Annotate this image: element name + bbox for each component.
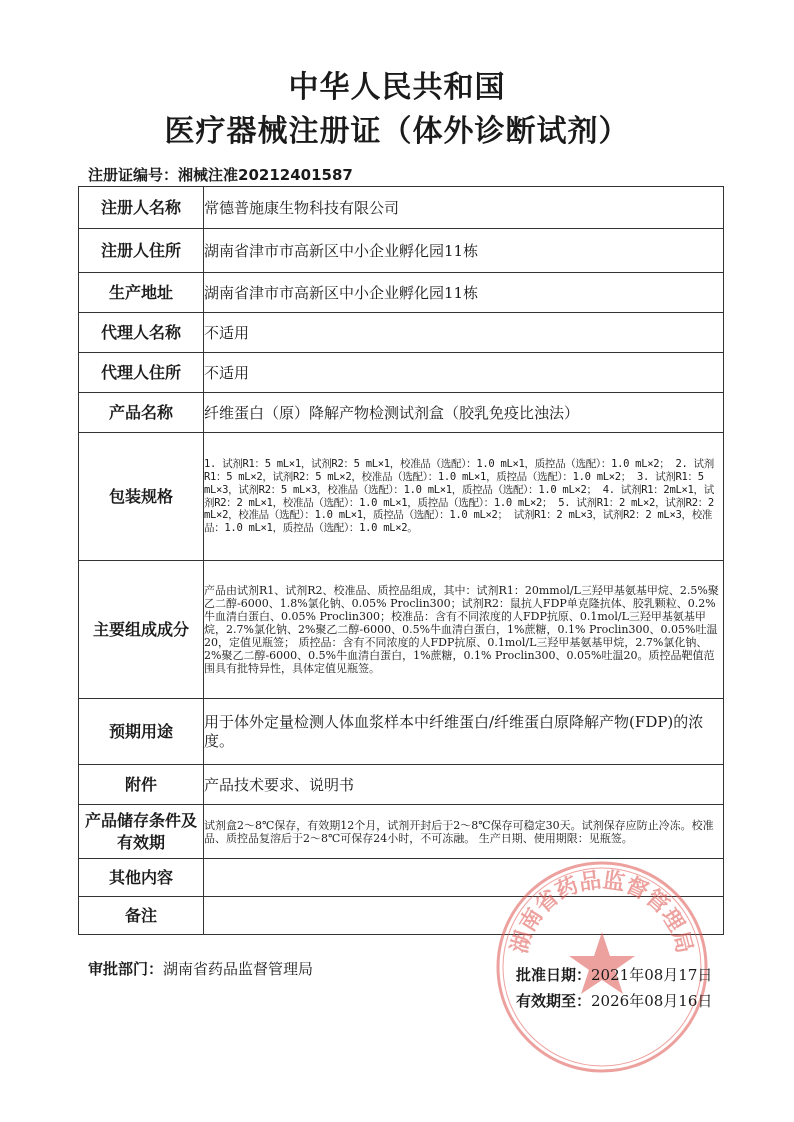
row-label: 代理人住所 <box>79 353 204 393</box>
valid-until-label: 有效期至： <box>516 992 592 1010</box>
row-label: 包装规格 <box>79 433 204 561</box>
row-value: 试剂盒2～8℃保存，有效期12个月，试剂开封后于2～8℃保存可稳定30天。试剂保存应防止冷冻。校准品、质控品复溶后于2～8℃可保存24小时，不可冻融。 生产日期、使用期限：见瓶签。 <box>204 805 724 859</box>
row-value: 产品技术要求、说明书 <box>204 765 724 805</box>
row-label: 代理人名称 <box>79 313 204 353</box>
row-value: 不适用 <box>204 353 724 393</box>
row-value: 1. 试剂R1：5 mL×1，试剂R2：5 mL×1，校准品（选配）：1.0 mL×1，质控品（选配）：1.0 mL×2； 2. 试剂R1：5 mL×2，试剂R2：5 mL×2，校准品（选配）：1.0 mL×1，质控品（选配）：1.0 mL×2； 3. 试剂R1：5 mL×3，试剂R2：5 mL×3，校准品（选配）：1.0 mL×1，质控品（选配）：1.0 mL×2； 4. 试剂R1：2mL×1，试剂R2：2 mL×1，校准品（选配）：1.0 mL×1，质控品（选配）：1.0 mL×2； 5. 试剂R1：2 mL×2，试剂R2：2 mL×2，校准品（选配）：1.0 mL×1，质控品（选配）：1.0 mL×2； 试剂R1：2 mL×3，试剂R2：2 mL×3，校准品：1.0 mL×1，质控品（选配）：1.0 mL×2。 <box>204 433 724 561</box>
approval-department <box>88 958 313 979</box>
title-line-1: 中华人民共和国 <box>288 70 506 105</box>
row-label: 主要组成成分 <box>79 561 204 699</box>
approval-date <box>516 964 712 985</box>
approval-date-label: 批准日期： <box>516 966 592 984</box>
registration-number-value: 湘械注准20212401587 <box>178 166 353 184</box>
row-label: 产品名称 <box>79 393 204 433</box>
row-label: 注册人名称 <box>79 187 204 229</box>
approval-date-value: 2021年08月17日 <box>591 966 713 984</box>
row-label: 预期用途 <box>79 699 204 765</box>
row-label: 备注 <box>79 897 204 935</box>
table-row <box>79 353 724 393</box>
certificate-table <box>78 186 724 935</box>
valid-until-value: 2026年08月16日 <box>591 992 713 1010</box>
approval-department-value: 湖南省药品监督管理局 <box>163 960 314 978</box>
row-value: 湖南省津市市高新区中小企业孵化园11栋 <box>204 273 724 313</box>
title-line-2: 医疗器械注册证（体外诊断试剂） <box>164 114 630 149</box>
row-label: 注册人住所 <box>79 229 204 273</box>
table-row <box>79 187 724 229</box>
table-row <box>79 805 724 859</box>
table-row <box>79 393 724 433</box>
table-row <box>79 313 724 353</box>
row-label: 其他内容 <box>79 859 204 897</box>
seal-text: 湖南省药品监督管理局 <box>507 868 697 957</box>
registration-number <box>88 164 353 185</box>
valid-until-date <box>516 990 712 1011</box>
row-value: 产品由试剂R1、试剂R2、校准品、质控品组成，其中：试剂R1：20mmol/L三羟甲基氨基甲烷、2.5%聚乙二醇-6000、1.8%氯化钠、0.05% Proclin300；试剂R2：鼠抗人FDP单克隆抗体、胶乳颗粒、0.2%牛血清白蛋白、0.05% Proclin300；校准品：含有不同浓度的人FDP抗原、0.1mol/L三羟甲基氨基甲烷，2.7%氯化钠、2%聚乙二醇-6000、0.5%牛血清白蛋白，1%蔗糖，0.1% Proclin300、0.05%吐温20，定值见瓶签； 质控品：含有不同浓度的人FDP抗原、0.1mol/L三羟甲基氨基甲烷，2.7%氯化钠、2%聚乙二醇-6000、0.5%牛血清白蛋白，1%蔗糖，0.1% Proclin300、0.05%吐温20。质控品靶值范围具有批特异性，具体定值见瓶签。 <box>204 561 724 699</box>
row-label: 附件 <box>79 765 204 805</box>
approval-department-label: 审批部门： <box>88 960 164 978</box>
row-label: 产品储存条件及有效期 <box>79 805 204 859</box>
table-row <box>79 273 724 313</box>
table-row <box>79 765 724 805</box>
row-value: 常德普施康生物科技有限公司 <box>204 187 724 229</box>
table-row <box>79 433 724 561</box>
table-row <box>79 699 724 765</box>
row-value: 湖南省津市市高新区中小企业孵化园11栋 <box>204 229 724 273</box>
registration-number-label: 注册证编号： <box>88 166 179 184</box>
row-value: 用于体外定量检测人体血浆样本中纤维蛋白/纤维蛋白原降解产物(FDP)的浓度。 <box>204 699 724 765</box>
row-label: 生产地址 <box>79 273 204 313</box>
row-value: 纤维蛋白（原）降解产物检测试剂盒（胶乳免疫比浊法） <box>204 393 724 433</box>
table-row <box>79 229 724 273</box>
table-row <box>79 561 724 699</box>
row-value: 不适用 <box>204 313 724 353</box>
